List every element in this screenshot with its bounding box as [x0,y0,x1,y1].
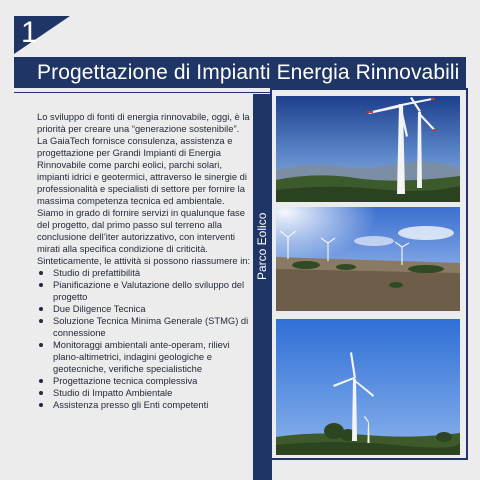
wind-turbine-photo-2 [276,207,460,311]
activities-list [37,267,253,411]
list-item: Due Diligence Tecnica [37,303,253,315]
wind-turbine-photo-3 [276,319,460,455]
section-number: 1 [21,16,38,49]
list-item: Monitoraggi ambientali ante-operam, rilievi plano-altimetrici, indagini geologiche e geotecniche, verifiche specialistiche [37,339,253,375]
list-item: Studio di prefattibilità [37,267,253,279]
body-text-column [37,111,253,411]
side-label: Parco Eolico [255,212,269,280]
services-paragraph: La GaiaTech fornisce consulenza, assistenza e progettazione per Grandi Impianti di Energia Rinnovabile come parchi eolici, parchi solari, impianti idrici e geotermici, attraverso le sinergie di professionalità e specialisti di settore per fornire la massima competenza tecnica ed ambientale. [37,135,247,206]
list-item: Soluzione Tecnica Minima Generale (STMG) di connessione [37,315,253,339]
list-item: Studio di Impatto Ambientale [37,387,253,399]
page-title: Progettazione di Impianti Energia Rinnovabili [37,61,460,84]
phases-paragraph: Siamo in grado di fornire servizi in qualunque fase del progetto, dal primo passo sul terreno alla conclusione dell’iter autorizzativo, con interventi mirati alla specifica condizione di criticità. [37,207,245,254]
list-item: Assistenza presso gli Enti competenti [37,399,253,411]
wind-turbine-photo-1 [276,96,460,202]
summary-paragraph: Sinteticamente, le attività si possono riassumere in: [37,255,251,266]
list-item: Pianificazione e Valutazione dello sviluppo del progetto [37,279,253,303]
list-item: Progettazione tecnica complessiva [37,375,253,387]
intro-paragraph: Lo sviluppo di fonti di energia rinnovabile, oggi, è la priorità per creare una “generazione sostenibile”. [37,111,250,134]
